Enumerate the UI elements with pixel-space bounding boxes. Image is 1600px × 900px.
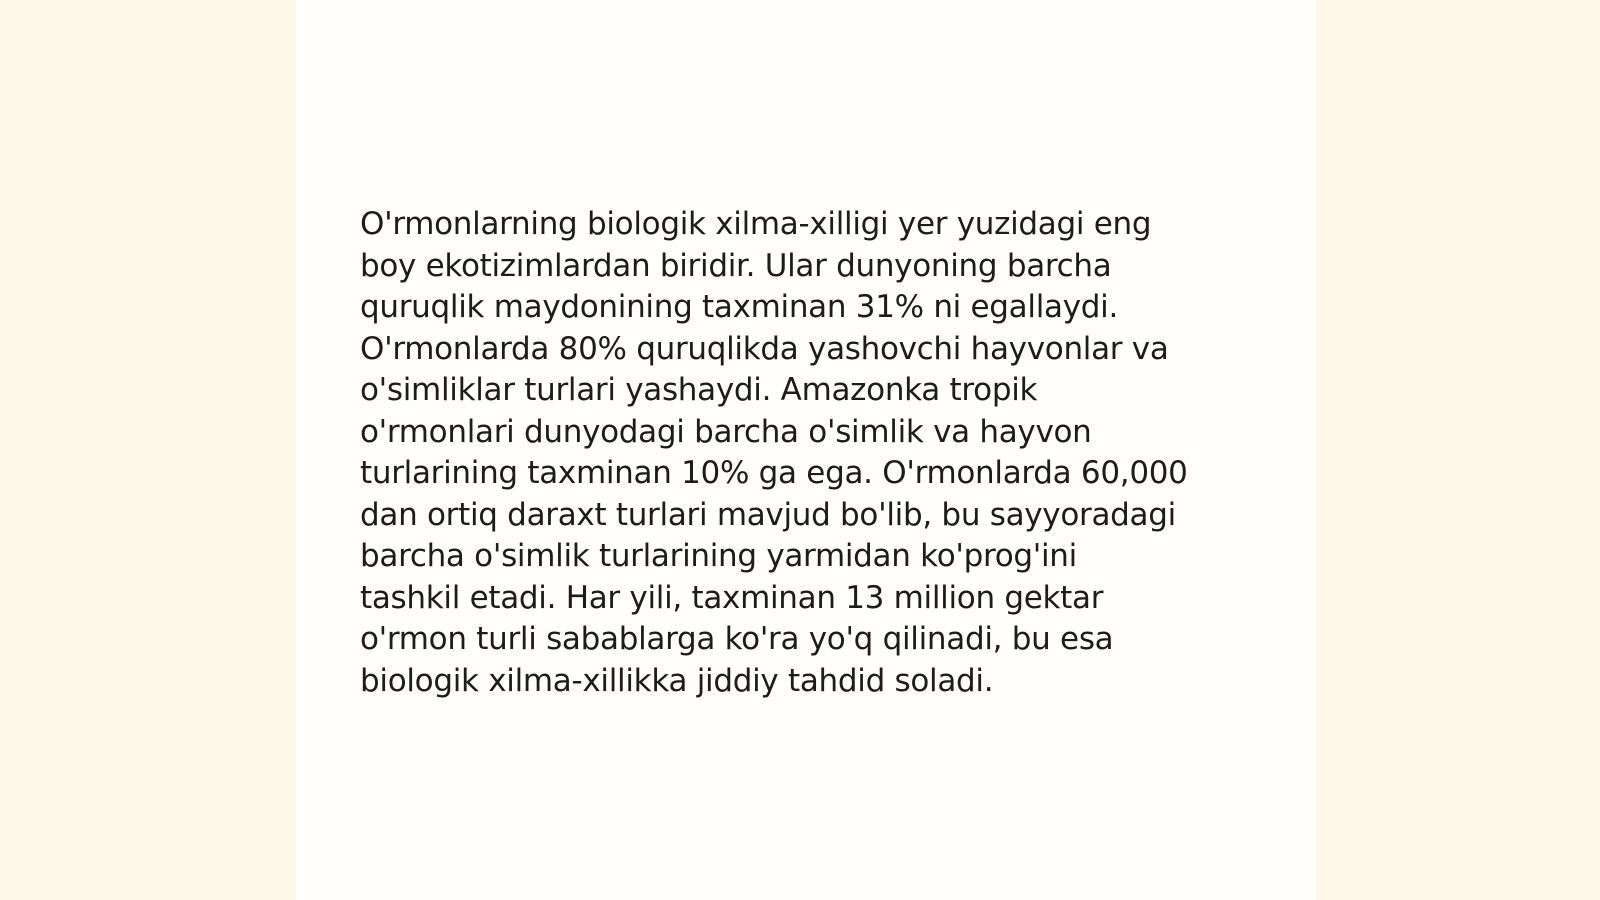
paragraph-line: tashkil etadi. Har yili, taxminan 13 million gektar bbox=[360, 579, 1104, 616]
paragraph-line: boy ekotizimlardan biridir. Ular dunyoning barcha bbox=[360, 247, 1112, 284]
paragraph-line: turlarining taxminan 10% ga ega. O'rmonlarda 60,000 bbox=[360, 455, 1188, 491]
paragraph-line: O'rmonlarda 80% quruqlikda yashovchi hayvonlar va bbox=[360, 330, 1169, 367]
paragraph-line: o'rmonlari dunyodagi barcha o'simlik va hayvon bbox=[360, 413, 1092, 450]
paragraph-line: o'simliklar turlari yashaydi. Amazonka tropik bbox=[360, 372, 1038, 408]
paragraph-line: O'rmonlarning biologik xilma-xilligi yer yuzidagi eng bbox=[360, 206, 1152, 242]
paragraph-line: o'rmon turli sabablarga ko'ra yo'q qilinadi, bu esa bbox=[360, 621, 1114, 657]
body-paragraph bbox=[360, 204, 1260, 702]
paragraph-line: quruqlik maydonining taxminan 31% ni egallaydi. bbox=[360, 289, 1118, 325]
document-page bbox=[296, 0, 1316, 900]
paragraph-line: dan ortiq daraxt turlari mavjud bo'lib, bu sayyoradagi bbox=[360, 496, 1176, 533]
paragraph-line: biologik xilma-xillikka jiddiy tahdid soladi. bbox=[360, 662, 994, 699]
paragraph-line: barcha o'simlik turlarining yarmidan ko'prog'ini bbox=[360, 538, 1077, 574]
